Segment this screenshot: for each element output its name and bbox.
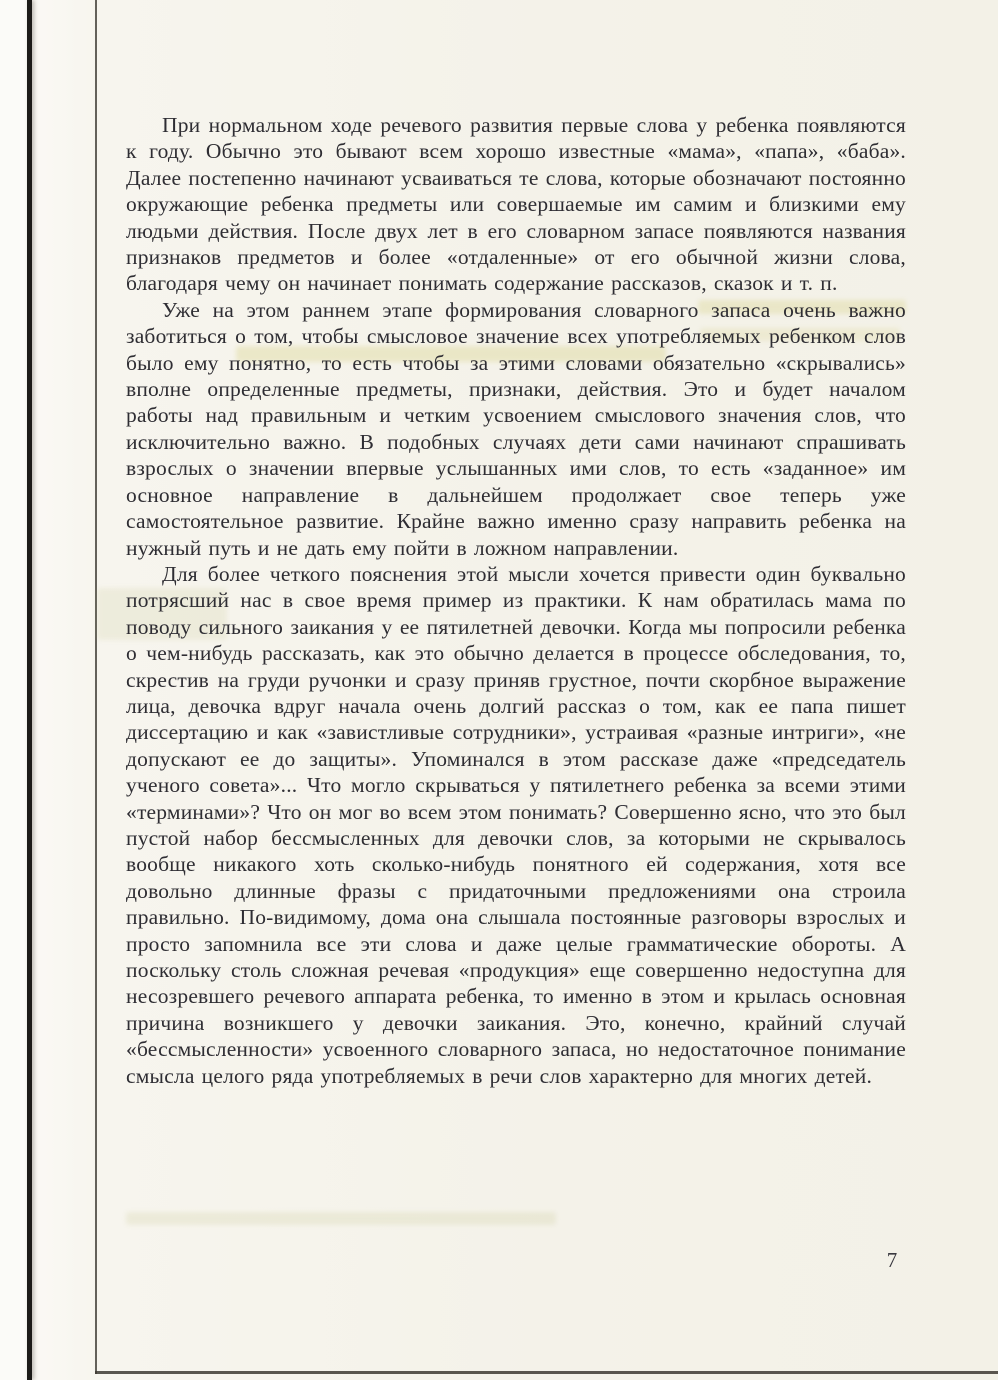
paragraph-1: При нормальном ходе речевого развития первые слова у ребенка появляются к году. Обычно это бывают всем хорошо известные «мама», «папа», «баба». Далее постепенно начинают усваиваться те слова, которые обозначают постоянно окружающие ребенка предметы или совершаемые им самим и близкими ему людьми действия. После двух лет в его словарном запасе появляются названия признаков предметов и более «отдаленные» от его обычной жизни слова, благодаря чему он начинает понимать содержание рассказов, сказок и т. п. — [126, 113, 906, 296]
page-number: 7 — [886, 1248, 898, 1272]
page-bottom-edge-line — [95, 1371, 998, 1374]
book-edge-line — [27, 0, 32, 1380]
ink-bleed-artifact — [126, 1212, 556, 1225]
scan-outer-margin — [0, 0, 27, 1380]
page-fold-line — [95, 0, 97, 1374]
page-text-block — [126, 112, 906, 1089]
paragraph-2: Уже на этом раннем этапе формирования словарного запаса очень важно заботиться о том, чтобы смысловое значение всех употребляемых ребенком слов было ему понятно, то есть чтобы за этими словами обязательно «скрывались» вполне определенные предметы, признаки, действия. Это и будет началом работы над правильным и четким усвоением смыслового значения слов, что исключительно важно. В подобных случаях дети сами начинают спрашивать взрослых о значении впервые услышанных ими слов, то есть «заданное» им основное направление в дальнейшем продолжает свое теперь уже самостоятельное развитие. Крайне важно именно сразу направить ребенка на нужный путь и не дать ему пойти в ложном направлении. — [126, 297, 906, 560]
paragraph-3: Для более четкого пояснения этой мысли хочется привести один буквально потрясший нас в свое время пример из практики. К нам обратилась мама по поводу сильного заикания у ее пятилетней девочки. Когда мы попросили ребенка о чем-нибудь рассказать, как это обычно делается в процессе обследования, то, скрестив на груди ручонки и сразу приняв грустное, почти скорбное выражение лица, девочка вдруг начала очень долгий рассказ о том, как ее папа пишет диссертацию и как «завистливые сотрудники», устраивая «разные интриги», «не допускают ее до защиты». Упоминался в этом рассказе даже «председатель ученого совета»... Что могло скрываться у пятилетнего ребенка за всеми этими «терминами»? Что он мог во всем этом понимать? Совершенно ясно, что это был пустой набор бессмысленных для девочки слов, за которыми не скрывалось вообще никакого хоть сколько-нибудь понятного ей содержания, хотя все довольно длинные фразы с придаточными предложениями она строила правильно. По-видимому, дома она слышала постоянные разговоры взрослых и просто запомнила все эти слова и даже целые грамматические обороты. А поскольку столь сложная речевая «продукция» еще совершенно недоступна для несозревшего речевого аппарата ребенка, то именно в этом и крылась основная причина возникшего у девочки заикания. Это, конечно, крайний случай «бессмысленности» усвоенного словарного запаса, но недостаточное понимание смысла целого ряда употребляемых в речи слов характерно для многих детей. — [126, 561, 906, 1088]
